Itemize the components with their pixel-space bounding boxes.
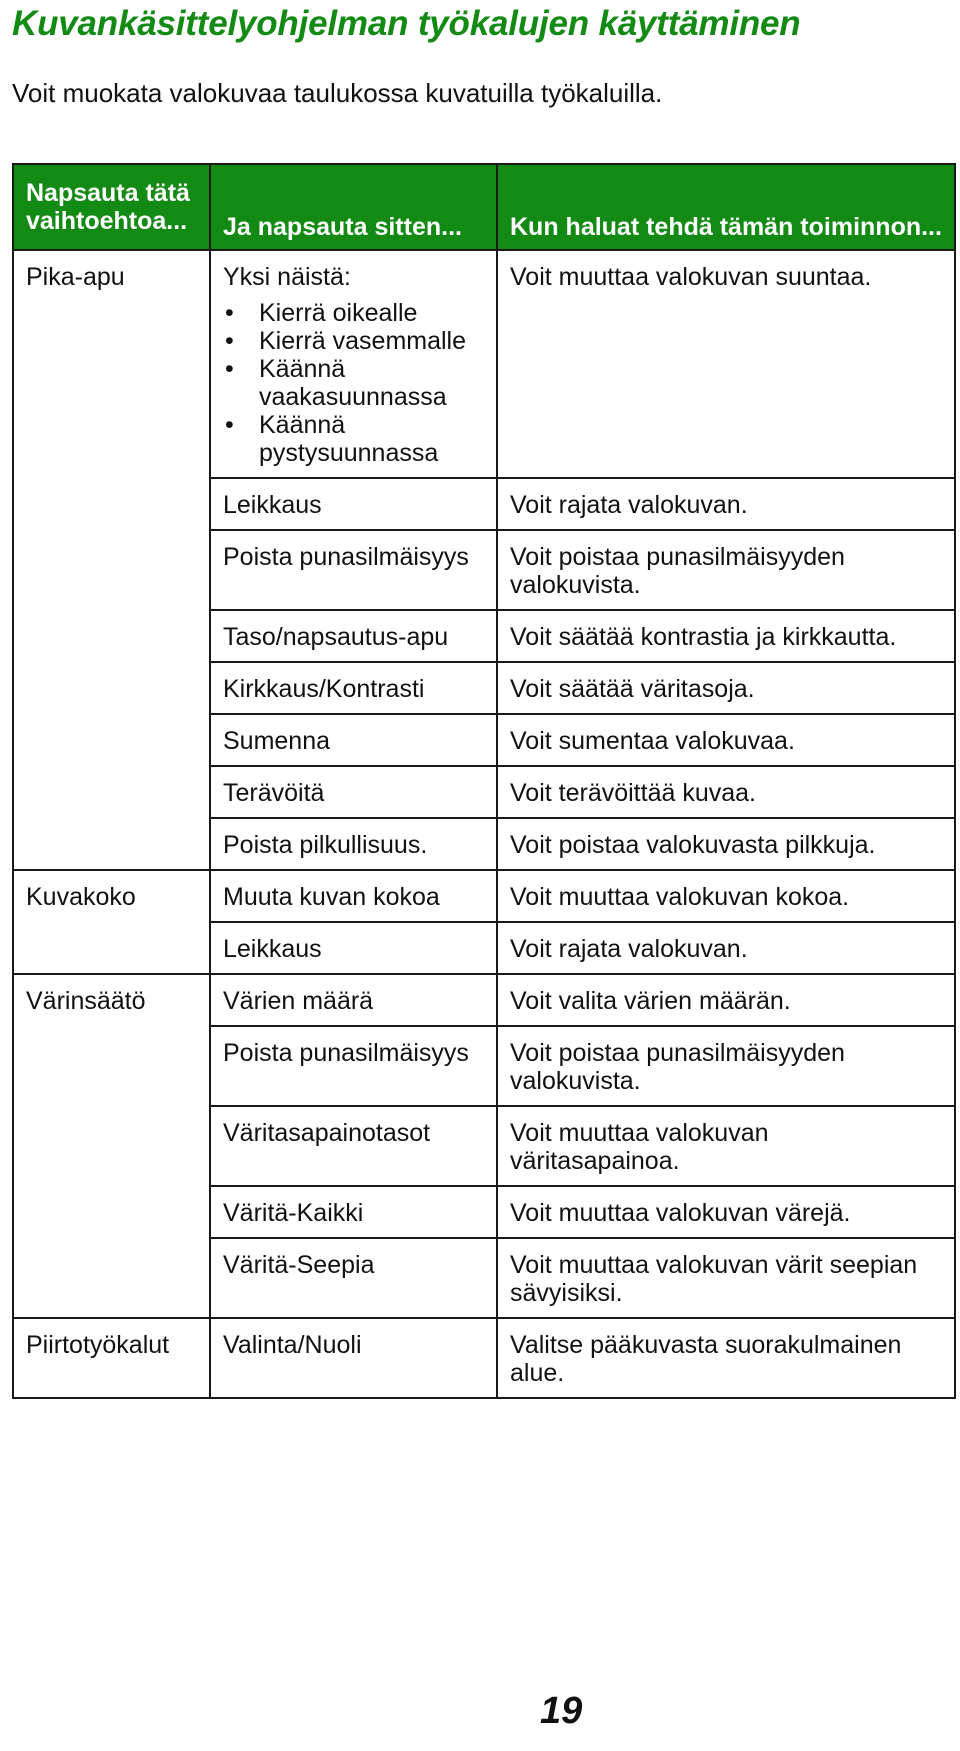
action-cell: Voit poistaa valokuvasta pilkkuja.	[497, 818, 955, 870]
option-label: Kierrä vasemmalle	[259, 327, 467, 355]
table-row	[13, 714, 955, 766]
table-row	[13, 974, 955, 1026]
tool-label: Värien määrä	[223, 987, 374, 1015]
tool-label: Yksi näistä:	[223, 263, 351, 291]
category-cell	[13, 1106, 210, 1186]
table-row	[13, 1106, 955, 1186]
tool-label: Terävöitä	[223, 779, 325, 807]
option-label: Käännä pystysuunnassa	[259, 411, 439, 467]
tool-label: Poista punasilmäisyys	[223, 543, 469, 571]
tool-label: Väritä-Kaikki	[223, 1199, 364, 1227]
table-row	[13, 662, 955, 714]
category-cell	[13, 922, 210, 974]
tool-label: Sumenna	[223, 727, 331, 755]
action-cell: Voit muuttaa valokuvan kokoa.	[497, 870, 955, 922]
action-cell: Voit säätää kontrastia ja kirkkautta.	[497, 610, 955, 662]
action-cell: Valitse pääkuvasta suorakulmainen alue.	[497, 1318, 955, 1398]
category-cell	[13, 1186, 210, 1238]
table-row	[13, 1318, 955, 1398]
action-cell: Voit poistaa punasilmäisyyden valokuvista.	[497, 1026, 955, 1106]
tool-label: Kirkkaus/Kontrasti	[223, 675, 425, 703]
bullet-icon: •	[225, 327, 234, 355]
tool-cell	[210, 1186, 497, 1238]
action-cell: Voit rajata valokuvan.	[497, 478, 955, 530]
category-cell: Värinsäätö	[13, 974, 210, 1026]
table-row	[13, 530, 955, 610]
table-row	[13, 766, 955, 818]
table-row	[13, 250, 955, 478]
header-action: Kun haluat tehdä tämän toiminnon...	[497, 164, 955, 250]
tool-cell	[210, 478, 497, 530]
list-item	[223, 299, 484, 327]
category-cell	[13, 1238, 210, 1318]
table-row	[13, 818, 955, 870]
category-cell	[13, 530, 210, 610]
list-item	[223, 355, 484, 411]
tool-cell	[210, 922, 497, 974]
tool-cell	[210, 714, 497, 766]
action-cell: Voit säätää väritasoja.	[497, 662, 955, 714]
page-number: 19	[540, 1690, 583, 1732]
tool-label: Taso/napsautus-apu	[223, 623, 449, 651]
table-row	[13, 870, 955, 922]
tools-table	[12, 163, 956, 1399]
action-cell: Voit terävöittää kuvaa.	[497, 766, 955, 818]
action-cell: Voit muuttaa valokuvan väritasapainoa.	[497, 1106, 955, 1186]
table-row	[13, 1026, 955, 1106]
action-cell: Voit muuttaa valokuvan värejä.	[497, 1186, 955, 1238]
tool-cell	[210, 1238, 497, 1318]
tool-cell	[210, 530, 497, 610]
tool-cell	[210, 1318, 497, 1398]
table-header-row	[13, 164, 955, 250]
tool-cell	[210, 1106, 497, 1186]
tool-cell	[210, 870, 497, 922]
tool-cell	[210, 662, 497, 714]
action-cell: Voit poistaa punasilmäisyyden valokuvista.	[497, 530, 955, 610]
table-row	[13, 922, 955, 974]
category-cell	[13, 766, 210, 818]
category-cell: Piirtotyökalut	[13, 1318, 210, 1398]
option-label: Kierrä oikealle	[259, 299, 418, 327]
table-row	[13, 478, 955, 530]
tool-label: Leikkaus	[223, 935, 322, 963]
category-cell	[13, 818, 210, 870]
category-cell	[13, 714, 210, 766]
table-row	[13, 1186, 955, 1238]
tool-cell	[210, 974, 497, 1026]
category-cell	[13, 610, 210, 662]
option-label: Käännä vaakasuunnassa	[259, 355, 447, 411]
bullet-icon: •	[225, 355, 234, 383]
tool-label: Väritasapainotasot	[223, 1119, 431, 1147]
tool-label: Leikkaus	[223, 491, 322, 519]
category-cell	[13, 662, 210, 714]
bullet-icon: •	[225, 299, 234, 327]
tool-cell	[210, 1026, 497, 1106]
table-row	[13, 1238, 955, 1318]
category-cell: Kuvakoko	[13, 870, 210, 922]
header-option: Napsauta tätä vaihtoehtoa...	[13, 164, 210, 250]
tool-label: Valinta/Nuoli	[223, 1331, 362, 1359]
action-cell: Voit rajata valokuvan.	[497, 922, 955, 974]
action-cell: Voit sumentaa valokuvaa.	[497, 714, 955, 766]
action-cell: Voit muuttaa valokuvan suuntaa.	[497, 250, 955, 478]
intro-text: Voit muokata valokuvaa taulukossa kuvatuilla työkaluilla.	[12, 78, 663, 108]
tool-cell	[210, 610, 497, 662]
tool-label: Poista punasilmäisyys	[223, 1039, 469, 1067]
list-item	[223, 327, 484, 355]
category-cell: Pika-apu	[13, 250, 210, 478]
table-row	[13, 610, 955, 662]
action-cell: Voit valita värien määrän.	[497, 974, 955, 1026]
page-heading: Kuvankäsittelyohjelman työkalujen käyttäminen	[12, 4, 801, 43]
list-item	[223, 411, 484, 467]
tool-cell	[210, 766, 497, 818]
category-cell	[13, 478, 210, 530]
tool-cell	[210, 818, 497, 870]
category-cell	[13, 1026, 210, 1106]
bullet-icon: •	[225, 411, 234, 439]
tool-label: Poista pilkullisuus.	[223, 831, 428, 859]
tool-cell	[210, 250, 497, 478]
header-then-click: Ja napsauta sitten...	[210, 164, 497, 250]
action-cell: Voit muuttaa valokuvan värit seepian sävyisiksi.	[497, 1238, 955, 1318]
option-list	[223, 299, 484, 467]
table-body	[13, 250, 955, 1398]
tool-label: Väritä-Seepia	[223, 1251, 375, 1279]
tool-label: Muuta kuvan kokoa	[223, 883, 440, 911]
